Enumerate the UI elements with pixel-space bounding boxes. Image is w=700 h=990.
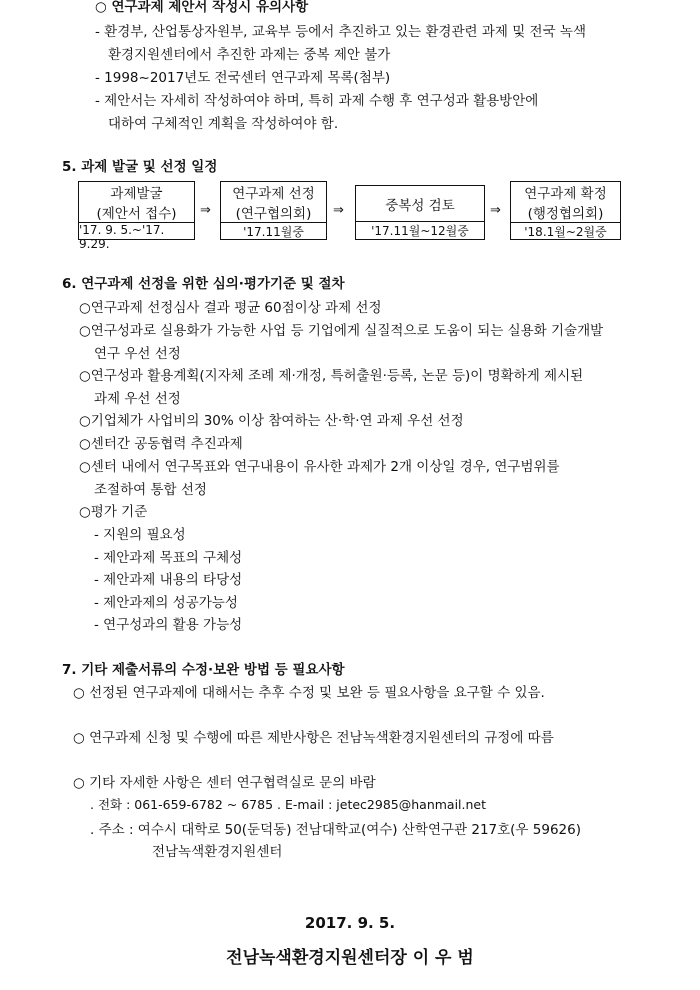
step-date: '17. 9. 5.~'17. 9.29.: [79, 222, 194, 251]
section4-item: - 환경부, 산업통상자원부, 교육부 등에서 추진하고 있는 환경관련 과제 및 전국 녹색: [95, 24, 587, 40]
step-line2: (행정협의회): [527, 206, 604, 222]
step-line1: 연구과제 확정: [524, 186, 607, 202]
misc-line: ○ 연구과제 신청 및 수행에 따른 제반사항은 전남녹색환경지원센터의 규정에 따름: [73, 730, 554, 746]
criteria-line: - 연구성과의 활용 가능성: [94, 617, 243, 633]
criteria-line: - 제안과제 내용의 타당성: [94, 572, 243, 588]
step-date: '17.11월~12월중: [356, 221, 484, 239]
section4-item: - 1998~2017년도 전국센터 연구과제 목록(첨부): [95, 70, 391, 86]
step-date: '18.1월~2월중: [511, 222, 620, 240]
center-name: 전남녹색환경지원센터: [152, 844, 283, 860]
arrow-icon: ⇒: [333, 203, 344, 218]
arrow-icon: ⇒: [490, 203, 501, 218]
criteria-line: ○센터 내에서 연구목표와 연구내용이 유사한 과제가 2개 이상일 경우, 연구범위를: [79, 459, 560, 475]
criteria-line: ○센터간 공동협력 추진과제: [79, 436, 243, 452]
criteria-line: - 지원의 필요성: [94, 527, 186, 543]
contact-line: . 전화 : 061-659-6782 ~ 6785 . E-mail : jetec2985@hanmail.net: [90, 797, 487, 812]
section4-item: 환경지원센터에서 추진한 과제는 중복 제안 불가: [108, 47, 391, 63]
section6-title: 6. 연구과제 선정을 위한 심의·평가기준 및 절차: [62, 276, 345, 292]
step-line2: (제안서 접수): [96, 206, 177, 222]
misc-line: ○ 선정된 연구과제에 대해서는 추후 수정 및 보완 등 필요사항을 요구할 수 있음.: [73, 685, 545, 701]
criteria-line: 과제 우선 선정: [94, 391, 181, 407]
document-date: 2017. 9. 5.: [304, 914, 396, 932]
step-line1: 과제발굴: [110, 186, 163, 202]
criteria-line: 연구 우선 선정: [94, 346, 181, 362]
schedule-step-selection: [220, 181, 327, 240]
step-line1: 연구과제 선정: [232, 186, 315, 202]
misc-line: ○ 기타 자세한 사항은 센터 연구협력실로 문의 바람: [73, 775, 376, 791]
section4-heading: ○ 연구과제 제안서 작성시 유의사항: [95, 0, 309, 15]
criteria-line: 조절하여 통합 선정: [94, 482, 207, 498]
signature: 전남녹색환경지원센터장 이 우 범: [226, 948, 474, 968]
address-line: . 주소 : 여수시 대학로 50(둔덕동) 전남대학교(여수) 산학연구관 217호(우 59626): [90, 822, 581, 838]
section7-title: 7. 기타 제출서류의 수정·보완 방법 등 필요사항: [62, 662, 345, 678]
section5-title: 5. 과제 발굴 및 선정 일정: [62, 159, 218, 175]
criteria-line: ○연구성과로 실용화가 가능한 사업 등 기업에게 실질적으로 도움이 되는 실용화 기술개발: [79, 323, 604, 339]
criteria-line: ○연구과제 선정심사 결과 평균 60점이상 과제 선정: [79, 300, 382, 316]
section4-item: - 제안서는 자세히 작성하여야 하며, 특히 과제 수행 후 연구성과 활용방안에: [95, 93, 539, 109]
criteria-line: ○기업체가 사업비의 30% 이상 참여하는 산·학·연 과제 우선 선정: [79, 413, 464, 429]
criteria-line: ○평가 기준: [79, 504, 148, 520]
section4-item: 대하여 구체적인 계획을 작성하여야 함.: [108, 116, 339, 132]
step-date: '17.11월중: [221, 222, 326, 240]
arrow-icon: ⇒: [200, 203, 211, 218]
criteria-line: ○연구성과 활용계획(지자체 조례 제·개정, 특허출원·등록, 논문 등)이 명확하게 제시된: [79, 368, 584, 384]
criteria-line: - 제안과제 목표의 구체성: [94, 550, 243, 566]
criteria-line: - 제안과제의 성공가능성: [94, 595, 238, 611]
step-line1: 중복성 검토: [385, 197, 455, 214]
schedule-step-proposal: [78, 181, 195, 251]
step-line2: (연구협의회): [235, 206, 312, 222]
schedule-step-review: [355, 185, 485, 240]
schedule-step-confirm: [510, 181, 621, 240]
